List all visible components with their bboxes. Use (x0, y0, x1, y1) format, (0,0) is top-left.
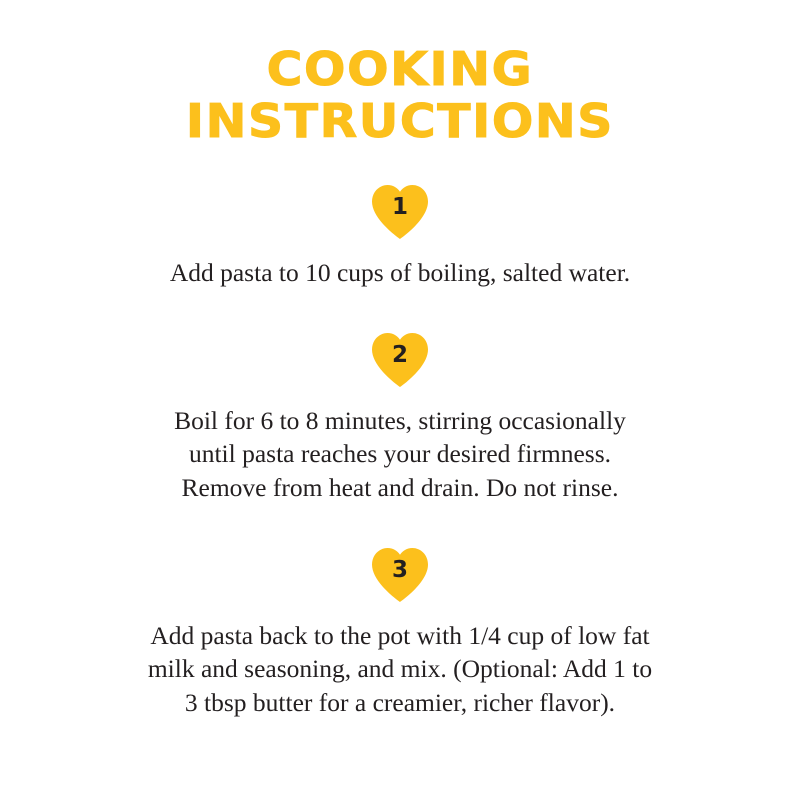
step-badge (369, 545, 431, 603)
step-text-line: Remove from heat and drain. Do not rinse. (181, 472, 619, 502)
step-item (0, 545, 800, 720)
step-text-line: Add pasta back to the pot with 1/4 cup of low fat (150, 620, 650, 650)
step-number: 3 (391, 556, 408, 583)
step-item (0, 330, 800, 505)
step-text-line: Boil for 6 to 8 minutes, stirring occasionally (174, 405, 626, 435)
step-number: 1 (391, 194, 408, 220)
page-title (185, 42, 615, 148)
step-text-line: Add pasta to 10 cups of boiling, salted water. (169, 258, 631, 287)
step-text (174, 404, 626, 505)
step-badge (369, 330, 431, 388)
step-text-line: until pasta reaches your desired firmness. (188, 439, 612, 469)
step-text-line: 3 tbsp butter for a creamier, richer flavor). (184, 687, 616, 717)
page-title-line-1: COOKING (266, 42, 534, 96)
steps-list (0, 182, 800, 720)
step-text-line: milk and seasoning, and mix. (Optional: Add 1 to (147, 654, 653, 684)
step-badge (369, 182, 431, 240)
step-item (0, 182, 800, 290)
step-text (170, 256, 630, 290)
step-text (148, 619, 652, 720)
step-number: 2 (391, 341, 408, 368)
page-title-line-2: INSTRUCTIONS (185, 94, 615, 148)
